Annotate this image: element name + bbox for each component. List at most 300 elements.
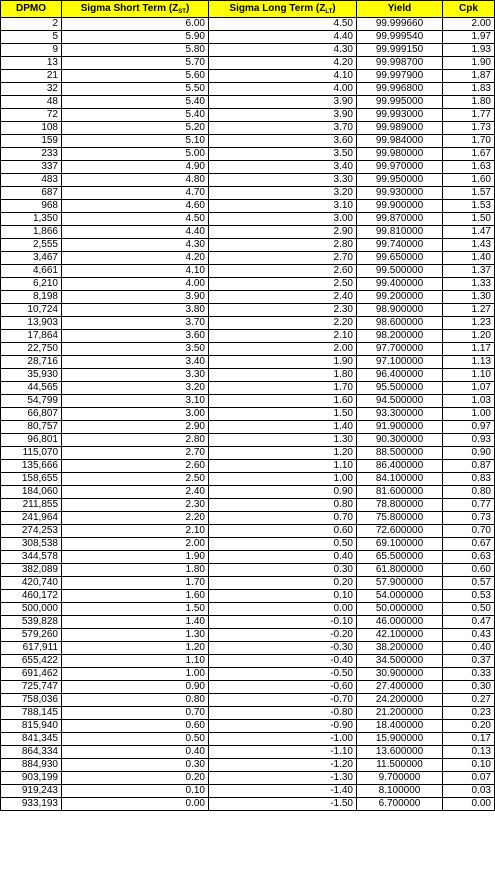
- dpmo-cell: 725,747: [1, 681, 62, 694]
- cpk-cell: 0.07: [443, 772, 495, 785]
- yield-cell: 97.100000: [357, 356, 443, 369]
- yield-cell: 99.998700: [357, 57, 443, 70]
- dpmo-cell: 28,716: [1, 356, 62, 369]
- dpmo-cell: 4,661: [1, 265, 62, 278]
- table-row: [1, 148, 495, 161]
- sigma-short-term-cell: 4.50: [62, 213, 209, 226]
- yield-cell: 91.900000: [357, 421, 443, 434]
- table-row: [1, 655, 495, 668]
- table-row: [1, 551, 495, 564]
- sigma-long-term-cell: -0.40: [209, 655, 357, 668]
- table-row: [1, 499, 495, 512]
- dpmo-cell: 9: [1, 44, 62, 57]
- cpk-cell: 1.90: [443, 57, 495, 70]
- cpk-cell: 0.17: [443, 733, 495, 746]
- table-row: [1, 707, 495, 720]
- sigma-short-term-cell: 4.10: [62, 265, 209, 278]
- yield-cell: 81.600000: [357, 486, 443, 499]
- dpmo-cell: 233: [1, 148, 62, 161]
- sigma-long-term-cell: 3.10: [209, 200, 357, 213]
- yield-cell: 99.970000: [357, 161, 443, 174]
- dpmo-cell: 2,555: [1, 239, 62, 252]
- sigma-short-term-cell: 5.10: [62, 135, 209, 148]
- table-row: [1, 330, 495, 343]
- sigma-short-term-cell: 6.00: [62, 18, 209, 31]
- sigma-short-term-cell: 1.80: [62, 564, 209, 577]
- sigma-long-term-cell: 2.70: [209, 252, 357, 265]
- sigma-short-term-cell: 4.30: [62, 239, 209, 252]
- dpmo-cell: 758,036: [1, 694, 62, 707]
- sigma-short-term-cell: 0.60: [62, 720, 209, 733]
- table-row: [1, 44, 495, 57]
- sigma-short-term-cell: 3.70: [62, 317, 209, 330]
- table-row: [1, 174, 495, 187]
- cpk-cell: 0.20: [443, 720, 495, 733]
- cpk-cell: 1.67: [443, 148, 495, 161]
- table-row: [1, 408, 495, 421]
- yield-cell: 75.800000: [357, 512, 443, 525]
- cpk-cell: 0.03: [443, 785, 495, 798]
- cpk-cell: 1.70: [443, 135, 495, 148]
- cpk-cell: 0.70: [443, 525, 495, 538]
- header-sigma-long-term-text: Sigma Long Term (Z: [229, 3, 326, 14]
- yield-cell: 99.930000: [357, 187, 443, 200]
- yield-cell: 27.400000: [357, 681, 443, 694]
- cpk-cell: 1.10: [443, 369, 495, 382]
- cpk-cell: 0.77: [443, 499, 495, 512]
- sigma-long-term-cell: 0.10: [209, 590, 357, 603]
- table-row: [1, 473, 495, 486]
- yield-cell: 18.400000: [357, 720, 443, 733]
- yield-cell: 57.900000: [357, 577, 443, 590]
- sigma-short-term-cell: 4.80: [62, 174, 209, 187]
- cpk-cell: 0.50: [443, 603, 495, 616]
- yield-cell: 99.740000: [357, 239, 443, 252]
- table-row: [1, 109, 495, 122]
- cpk-cell: 1.50: [443, 213, 495, 226]
- table-row: [1, 83, 495, 96]
- dpmo-cell: 80,757: [1, 421, 62, 434]
- cpk-cell: 1.33: [443, 278, 495, 291]
- sigma-short-term-cell: 2.90: [62, 421, 209, 434]
- sigma-long-term-cell: 3.90: [209, 96, 357, 109]
- cpk-cell: 0.27: [443, 694, 495, 707]
- cpk-cell: 1.03: [443, 395, 495, 408]
- sigma-long-term-cell: 0.80: [209, 499, 357, 512]
- table-row: [1, 187, 495, 200]
- cpk-cell: 1.40: [443, 252, 495, 265]
- sigma-long-term-cell: 0.90: [209, 486, 357, 499]
- sigma-short-term-cell: 3.10: [62, 395, 209, 408]
- dpmo-cell: 72: [1, 109, 62, 122]
- table-row: [1, 590, 495, 603]
- yield-cell: 93.300000: [357, 408, 443, 421]
- dpmo-cell: 308,538: [1, 538, 62, 551]
- sigma-short-term-cell: 0.00: [62, 798, 209, 811]
- table-row: [1, 798, 495, 811]
- sigma-short-term-cell: 0.90: [62, 681, 209, 694]
- sigma-long-term-cell: 0.00: [209, 603, 357, 616]
- table-row: [1, 96, 495, 109]
- dpmo-cell: 241,964: [1, 512, 62, 525]
- yield-cell: 99.997900: [357, 70, 443, 83]
- cpk-cell: 0.60: [443, 564, 495, 577]
- table-row: [1, 291, 495, 304]
- table-body: [1, 18, 495, 811]
- sigma-short-term-cell: 0.70: [62, 707, 209, 720]
- dpmo-cell: 919,243: [1, 785, 62, 798]
- dpmo-cell: 617,911: [1, 642, 62, 655]
- dpmo-cell: 115,070: [1, 447, 62, 460]
- table-row: [1, 304, 495, 317]
- dpmo-cell: 539,828: [1, 616, 62, 629]
- dpmo-cell: 13,903: [1, 317, 62, 330]
- dpmo-cell: 788,145: [1, 707, 62, 720]
- cpk-cell: 1.63: [443, 161, 495, 174]
- dpmo-cell: 66,807: [1, 408, 62, 421]
- sigma-long-term-cell: 3.30: [209, 174, 357, 187]
- sigma-short-term-cell: 3.00: [62, 408, 209, 421]
- yield-cell: 97.700000: [357, 343, 443, 356]
- yield-cell: 99.900000: [357, 200, 443, 213]
- sigma-short-term-cell: 0.80: [62, 694, 209, 707]
- cpk-cell: 0.57: [443, 577, 495, 590]
- sigma-long-term-cell: 1.30: [209, 434, 357, 447]
- sigma-short-term-cell: 4.20: [62, 252, 209, 265]
- dpmo-cell: 687: [1, 187, 62, 200]
- sigma-long-term-cell: 4.20: [209, 57, 357, 70]
- header-sigma-long-term-subscript: LT: [325, 9, 333, 15]
- sigma-short-term-cell: 1.40: [62, 616, 209, 629]
- sigma-short-term-cell: 1.10: [62, 655, 209, 668]
- table-row: [1, 278, 495, 291]
- sigma-long-term-cell: 1.60: [209, 395, 357, 408]
- yield-cell: 99.400000: [357, 278, 443, 291]
- sigma-short-term-cell: 2.80: [62, 434, 209, 447]
- cpk-cell: 0.80: [443, 486, 495, 499]
- dpmo-cell: 21: [1, 70, 62, 83]
- sigma-short-term-cell: 1.30: [62, 629, 209, 642]
- cpk-cell: 0.43: [443, 629, 495, 642]
- table-row: [1, 343, 495, 356]
- cpk-cell: 1.00: [443, 408, 495, 421]
- cpk-cell: 1.57: [443, 187, 495, 200]
- dpmo-cell: 22,750: [1, 343, 62, 356]
- dpmo-cell: 96,801: [1, 434, 62, 447]
- cpk-cell: 0.47: [443, 616, 495, 629]
- sigma-short-term-cell: 5.90: [62, 31, 209, 44]
- cpk-cell: 0.33: [443, 668, 495, 681]
- dpmo-cell: 13: [1, 57, 62, 70]
- sigma-long-term-cell: 1.70: [209, 382, 357, 395]
- yield-cell: 99.999660: [357, 18, 443, 31]
- sigma-long-term-cell: 2.30: [209, 304, 357, 317]
- sigma-long-term-cell: -0.50: [209, 668, 357, 681]
- dpmo-cell: 158,655: [1, 473, 62, 486]
- cpk-cell: 1.13: [443, 356, 495, 369]
- yield-cell: 99.996800: [357, 83, 443, 96]
- dpmo-cell: 5: [1, 31, 62, 44]
- dpmo-cell: 500,000: [1, 603, 62, 616]
- table-row: [1, 18, 495, 31]
- cpk-cell: 0.87: [443, 460, 495, 473]
- dpmo-cell: 35,930: [1, 369, 62, 382]
- cpk-cell: 0.67: [443, 538, 495, 551]
- yield-cell: 61.800000: [357, 564, 443, 577]
- sigma-long-term-cell: 2.20: [209, 317, 357, 330]
- dpmo-cell: 344,578: [1, 551, 62, 564]
- sigma-short-term-cell: 5.60: [62, 70, 209, 83]
- sigma-long-term-cell: -1.30: [209, 772, 357, 785]
- table-row: [1, 421, 495, 434]
- sigma-long-term-cell: -1.00: [209, 733, 357, 746]
- table-row: [1, 356, 495, 369]
- sigma-short-term-cell: 4.60: [62, 200, 209, 213]
- sigma-long-term-cell: -1.50: [209, 798, 357, 811]
- sigma-long-term-cell: 3.40: [209, 161, 357, 174]
- yield-cell: 86.400000: [357, 460, 443, 473]
- table-row: [1, 57, 495, 70]
- dpmo-cell: 382,089: [1, 564, 62, 577]
- dpmo-cell: 815,940: [1, 720, 62, 733]
- yield-cell: 99.999540: [357, 31, 443, 44]
- sigma-short-term-cell: 2.10: [62, 525, 209, 538]
- dpmo-cell: 3,467: [1, 252, 62, 265]
- table-row: [1, 694, 495, 707]
- sigma-short-term-cell: 5.50: [62, 83, 209, 96]
- sigma-short-term-cell: 2.40: [62, 486, 209, 499]
- table-row: [1, 642, 495, 655]
- sigma-short-term-cell: 4.00: [62, 278, 209, 291]
- dpmo-cell: 1,350: [1, 213, 62, 226]
- cpk-cell: 0.90: [443, 447, 495, 460]
- sigma-long-term-cell: -1.20: [209, 759, 357, 772]
- sigma-long-term-cell: 1.50: [209, 408, 357, 421]
- sigma-long-term-cell: 1.40: [209, 421, 357, 434]
- table-row: [1, 746, 495, 759]
- cpk-cell: 0.40: [443, 642, 495, 655]
- cpk-cell: 1.23: [443, 317, 495, 330]
- table-row: [1, 460, 495, 473]
- table-row: [1, 733, 495, 746]
- table-row: [1, 538, 495, 551]
- sigma-long-term-cell: -0.90: [209, 720, 357, 733]
- cpk-cell: 1.17: [443, 343, 495, 356]
- sigma-short-term-cell: 1.50: [62, 603, 209, 616]
- table-row: [1, 369, 495, 382]
- sigma-long-term-cell: 2.00: [209, 343, 357, 356]
- cpk-cell: 0.73: [443, 512, 495, 525]
- sigma-long-term-cell: -1.10: [209, 746, 357, 759]
- sigma-short-term-cell: 1.70: [62, 577, 209, 590]
- yield-cell: 72.600000: [357, 525, 443, 538]
- header-sigma-short-term-close: ): [185, 3, 190, 14]
- yield-cell: 11.500000: [357, 759, 443, 772]
- yield-cell: 99.989000: [357, 122, 443, 135]
- sigma-short-term-cell: 4.90: [62, 161, 209, 174]
- sigma-short-term-cell: 3.40: [62, 356, 209, 369]
- sigma-short-term-cell: 1.90: [62, 551, 209, 564]
- sigma-long-term-cell: 2.10: [209, 330, 357, 343]
- sigma-long-term-cell: 1.00: [209, 473, 357, 486]
- header-sigma-short-term-text: Sigma Short Term (Z: [80, 3, 179, 14]
- cpk-cell: 1.43: [443, 239, 495, 252]
- yield-cell: 13.600000: [357, 746, 443, 759]
- yield-cell: 50.000000: [357, 603, 443, 616]
- sigma-long-term-cell: 0.70: [209, 512, 357, 525]
- yield-cell: 90.300000: [357, 434, 443, 447]
- sigma-long-term-cell: 4.10: [209, 70, 357, 83]
- table-row: [1, 200, 495, 213]
- cpk-cell: 1.80: [443, 96, 495, 109]
- yield-cell: 88.500000: [357, 447, 443, 460]
- table-row: [1, 785, 495, 798]
- yield-cell: 99.200000: [357, 291, 443, 304]
- sigma-short-term-cell: 0.30: [62, 759, 209, 772]
- header-cpk: Cpk: [443, 1, 495, 18]
- sigma-long-term-cell: -0.80: [209, 707, 357, 720]
- sigma-short-term-cell: 1.00: [62, 668, 209, 681]
- sigma-long-term-cell: 2.50: [209, 278, 357, 291]
- cpk-cell: 2.00: [443, 18, 495, 31]
- dpmo-cell: 579,260: [1, 629, 62, 642]
- sigma-long-term-cell: -0.70: [209, 694, 357, 707]
- yield-cell: 99.984000: [357, 135, 443, 148]
- sigma-long-term-cell: -0.60: [209, 681, 357, 694]
- sigma-long-term-cell: 4.50: [209, 18, 357, 31]
- yield-cell: 30.900000: [357, 668, 443, 681]
- yield-cell: 34.500000: [357, 655, 443, 668]
- yield-cell: 99.993000: [357, 109, 443, 122]
- sigma-long-term-cell: -0.30: [209, 642, 357, 655]
- yield-cell: 46.000000: [357, 616, 443, 629]
- yield-cell: 84.100000: [357, 473, 443, 486]
- sigma-long-term-cell: 0.30: [209, 564, 357, 577]
- sigma-long-term-cell: 1.80: [209, 369, 357, 382]
- table-row: [1, 772, 495, 785]
- sigma-short-term-cell: 3.80: [62, 304, 209, 317]
- table-row: [1, 382, 495, 395]
- yield-cell: 99.950000: [357, 174, 443, 187]
- dpmo-cell: 460,172: [1, 590, 62, 603]
- sigma-short-term-cell: 5.00: [62, 148, 209, 161]
- yield-cell: 78.800000: [357, 499, 443, 512]
- sigma-short-term-cell: 2.60: [62, 460, 209, 473]
- cpk-cell: 1.93: [443, 44, 495, 57]
- table-row: [1, 434, 495, 447]
- dpmo-cell: 903,199: [1, 772, 62, 785]
- sigma-long-term-cell: 2.40: [209, 291, 357, 304]
- dpmo-cell: 135,666: [1, 460, 62, 473]
- yield-cell: 99.500000: [357, 265, 443, 278]
- yield-cell: 99.650000: [357, 252, 443, 265]
- table-row: [1, 395, 495, 408]
- table-row: [1, 629, 495, 642]
- table-row: [1, 486, 495, 499]
- sigma-long-term-cell: 2.90: [209, 226, 357, 239]
- dpmo-cell: 6,210: [1, 278, 62, 291]
- dpmo-cell: 32: [1, 83, 62, 96]
- sigma-long-term-cell: -0.20: [209, 629, 357, 642]
- cpk-cell: 0.23: [443, 707, 495, 720]
- dpmo-cell: 420,740: [1, 577, 62, 590]
- cpk-cell: 0.00: [443, 798, 495, 811]
- cpk-cell: 0.53: [443, 590, 495, 603]
- cpk-cell: 0.93: [443, 434, 495, 447]
- sigma-short-term-cell: 5.80: [62, 44, 209, 57]
- sigma-long-term-cell: -1.40: [209, 785, 357, 798]
- cpk-cell: 1.27: [443, 304, 495, 317]
- table-row: [1, 252, 495, 265]
- cpk-cell: 1.83: [443, 83, 495, 96]
- yield-cell: 54.000000: [357, 590, 443, 603]
- header-sigma-short-term-subscript: ST: [178, 9, 186, 15]
- table-row: [1, 122, 495, 135]
- yield-cell: 96.400000: [357, 369, 443, 382]
- dpmo-cell: 2: [1, 18, 62, 31]
- cpk-cell: 1.53: [443, 200, 495, 213]
- table-row: [1, 577, 495, 590]
- yield-cell: 21.200000: [357, 707, 443, 720]
- table-row: [1, 447, 495, 460]
- dpmo-cell: 933,193: [1, 798, 62, 811]
- dpmo-cell: 691,462: [1, 668, 62, 681]
- dpmo-cell: 655,422: [1, 655, 62, 668]
- yield-cell: 15.900000: [357, 733, 443, 746]
- sigma-short-term-cell: 2.20: [62, 512, 209, 525]
- header-row: [1, 1, 495, 18]
- yield-cell: 98.200000: [357, 330, 443, 343]
- table-row: [1, 564, 495, 577]
- cpk-cell: 1.47: [443, 226, 495, 239]
- dpmo-cell: 864,334: [1, 746, 62, 759]
- cpk-cell: 0.83: [443, 473, 495, 486]
- dpmo-cell: 44,565: [1, 382, 62, 395]
- dpmo-cell: 10,724: [1, 304, 62, 317]
- sigma-short-term-cell: 3.20: [62, 382, 209, 395]
- yield-cell: 99.980000: [357, 148, 443, 161]
- sigma-long-term-cell: 0.40: [209, 551, 357, 564]
- sigma-long-term-cell: 0.50: [209, 538, 357, 551]
- table-row: [1, 616, 495, 629]
- cpk-cell: 1.30: [443, 291, 495, 304]
- dpmo-cell: 159: [1, 135, 62, 148]
- table-row: [1, 512, 495, 525]
- sigma-long-term-cell: 3.20: [209, 187, 357, 200]
- yield-cell: 9.700000: [357, 772, 443, 785]
- sigma-short-term-cell: 2.00: [62, 538, 209, 551]
- table-row: [1, 681, 495, 694]
- dpmo-cell: 1,866: [1, 226, 62, 239]
- cpk-cell: 0.63: [443, 551, 495, 564]
- sigma-long-term-cell: 1.10: [209, 460, 357, 473]
- sigma-long-term-cell: 3.60: [209, 135, 357, 148]
- sigma-short-term-cell: 0.20: [62, 772, 209, 785]
- sigma-long-term-cell: 1.90: [209, 356, 357, 369]
- dpmo-cell: 184,060: [1, 486, 62, 499]
- sigma-short-term-cell: 0.40: [62, 746, 209, 759]
- yield-cell: 99.995000: [357, 96, 443, 109]
- dpmo-cell: 884,930: [1, 759, 62, 772]
- cpk-cell: 1.77: [443, 109, 495, 122]
- sigma-long-term-cell: 2.60: [209, 265, 357, 278]
- yield-cell: 69.100000: [357, 538, 443, 551]
- cpk-cell: 0.97: [443, 421, 495, 434]
- sigma-short-term-cell: 2.70: [62, 447, 209, 460]
- table-row: [1, 161, 495, 174]
- dpmo-cell: 48: [1, 96, 62, 109]
- sigma-long-term-cell: 0.20: [209, 577, 357, 590]
